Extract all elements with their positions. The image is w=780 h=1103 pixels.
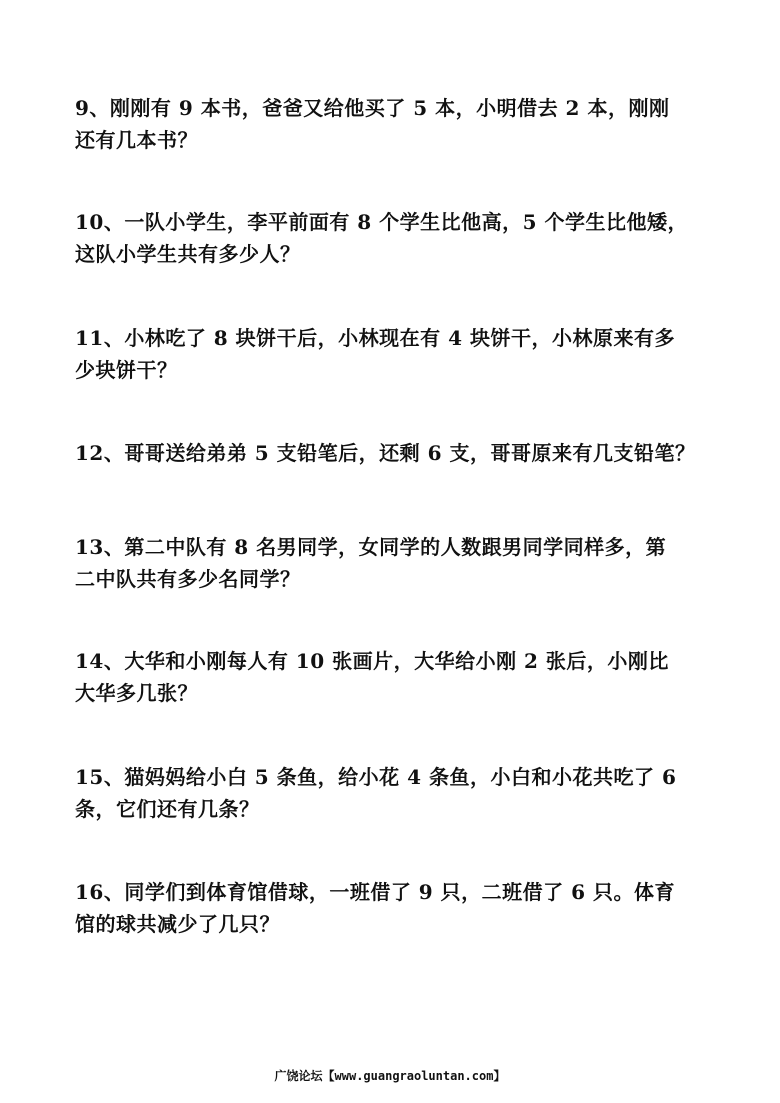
question-line: 16、同学们到体育馆借球，一班借了 9 只，二班借了 6 只。体育 [75, 880, 676, 904]
question-12 [75, 437, 705, 469]
question-line: 12、哥哥送给弟弟 5 支铅笔后，还剩 6 支，哥哥原来有几支铅笔？ [75, 441, 696, 465]
question-line: 15、猫妈妈给小白 5 条鱼，给小花 4 条鱼，小白和小花共吃了 6 [75, 765, 677, 789]
question-line: 这队小学生共有多少人？ [75, 242, 301, 266]
question-line: 馆的球共减少了几只？ [75, 912, 280, 936]
question-11 [75, 322, 705, 386]
question-line: 大华多几张？ [75, 681, 198, 705]
question-line: 二中队共有多少名同学？ [75, 567, 301, 591]
question-line: 9、刚刚有 9 本书，爸爸又给他买了 5 本，小明借去 2 本，刚刚 [75, 96, 670, 120]
question-16 [75, 876, 705, 940]
question-line: 14、大华和小刚每人有 10 张画片，大华给小刚 2 张后，小刚比 [75, 649, 669, 673]
question-line: 还有几本书？ [75, 128, 198, 152]
question-14 [75, 645, 705, 709]
question-line: 少块饼干？ [75, 358, 178, 382]
question-15 [75, 761, 705, 825]
question-line: 条，它们还有几条？ [75, 797, 260, 821]
page-footer: 广饶论坛【www.guangraoluntan.com】 [274, 1069, 506, 1083]
question-10 [75, 206, 705, 270]
question-line: 13、第二中队有 8 名男同学，女同学的人数跟男同学同样多，第 [75, 535, 667, 559]
question-line: 10、一队小学生，李平前面有 8 个学生比他高，5 个学生比他矮， [75, 210, 689, 234]
question-9 [75, 92, 705, 156]
question-13 [75, 531, 705, 595]
question-line: 11、小林吃了 8 块饼干后，小林现在有 4 块饼干，小林原来有多 [75, 326, 676, 350]
